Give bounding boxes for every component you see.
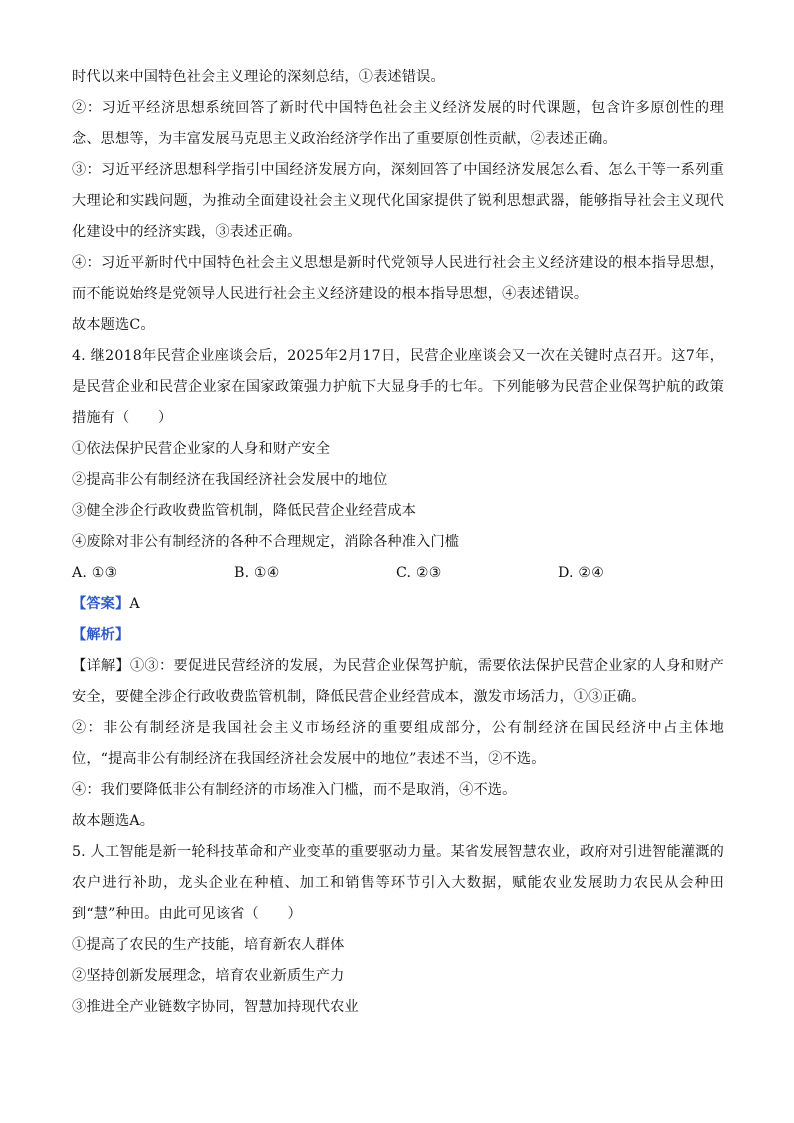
q3-analysis-point-3: ③：习近平经济思想科学指引中国经济发展方向，深刻回答了中国经济发展怎么看、怎么干等一系列重大理论和实践问题，为推动全面建设社会主义现代化国家提供了锐利思想武器，能够指导社会主义现代化建设中的经济实践，③表述正确。 <box>72 162 724 240</box>
q5-item-1: ①提高了农民的生产技能，培育新农人群体 <box>72 937 345 953</box>
q4-stem: 4. 继2018年民营企业座谈会后，2025年2月17日，民营企业座谈会又一次在关键时点召开。这7年，是民营企业和民营企业家在国家政策强力护航下大显身手的七年。下列能够为民营企业保驾护航的政策措施有（ ） <box>72 348 724 426</box>
q5-item-2: ②坚持创新发展理念，培育农业新质生产力 <box>72 968 345 984</box>
q4-detail-1 <box>72 651 724 713</box>
q4-options <box>72 558 724 589</box>
detail-text-1: ①③：要促进民营经济的发展，为民营企业保驾护航，需要依法保护民营企业家的人身和财产安全，要健全涉企行政收费监管机制，降低民营企业经营成本，激发市场活力，①③正确。 <box>72 658 724 705</box>
q3-analysis-line-1: 时代以来中国特色社会主义理论的深刻总结，①表述错误。 <box>72 69 445 85</box>
q4-option-d: D. ②④ <box>558 565 605 581</box>
analysis-label: 【解析】 <box>72 627 130 643</box>
q4-option-c: C. ②③ <box>396 565 442 581</box>
q4-detail-2: ②：非公有制经济是我国社会主义市场经济的重要组成部分，公有制经济在国民经济中占主体地位，“提高非公有制经济在我国经济社会发展中的地位”表述不当，②不选。 <box>72 720 724 767</box>
q4-item-1: ①依法保护民营企业家的人身和财产安全 <box>72 441 331 457</box>
q4-item-4: ④废除对非公有制经济的各种不合理规定，消除各种准入门槛 <box>72 534 460 550</box>
q4-item-3: ③健全涉企行政收费监管机制，降低民营企业经营成本 <box>72 503 417 519</box>
detail-label: 【详解】 <box>72 658 130 674</box>
answer-label: 【答案】 <box>72 596 130 612</box>
q5-stem: 5. 人工智能是新一轮科技革命和产业变革的重要驱动力量。某省发展智慧农业，政府对引进智能灌溉的农户进行补助，龙头企业在种植、加工和销售等环节引入大数据，赋能农业发展助力农民从会种田到“慧”种田。由此可见该省（ ） <box>72 844 724 922</box>
q4-analysis-heading <box>72 620 724 651</box>
q4-answer <box>72 589 724 620</box>
q5-item-3: ③推进全产业链数字协同，智慧加持现代农业 <box>72 999 359 1015</box>
answer-value: A <box>129 596 140 612</box>
q3-analysis-point-4: ④：习近平新时代中国特色社会主义思想是新时代党领导人民进行社会主义经济建设的根本指导思想，而不能说始终是党领导人民进行社会主义经济建设的根本指导思想，④表述错误。 <box>72 255 724 302</box>
q4-option-a: A. ①③ <box>72 565 118 581</box>
q4-option-b: B. ①④ <box>234 565 280 581</box>
q3-analysis-point-2: ②：习近平经济思想系统回答了新时代中国特色社会主义经济发展的时代课题，包含许多原创性的理念、思想等，为丰富发展马克思主义政治经济学作出了重要原创性贡献，②表述正确。 <box>72 100 724 147</box>
q4-item-2: ②提高非公有制经济在我国经济社会发展中的地位 <box>72 472 388 488</box>
q3-conclusion: 故本题选C。 <box>72 317 155 333</box>
q4-detail-3: ④：我们要降低非公有制经济的市场准入门槛，而不是取消，④不选。 <box>72 782 517 798</box>
q4-conclusion: 故本题选A。 <box>72 813 155 829</box>
document-page <box>72 62 724 1023</box>
